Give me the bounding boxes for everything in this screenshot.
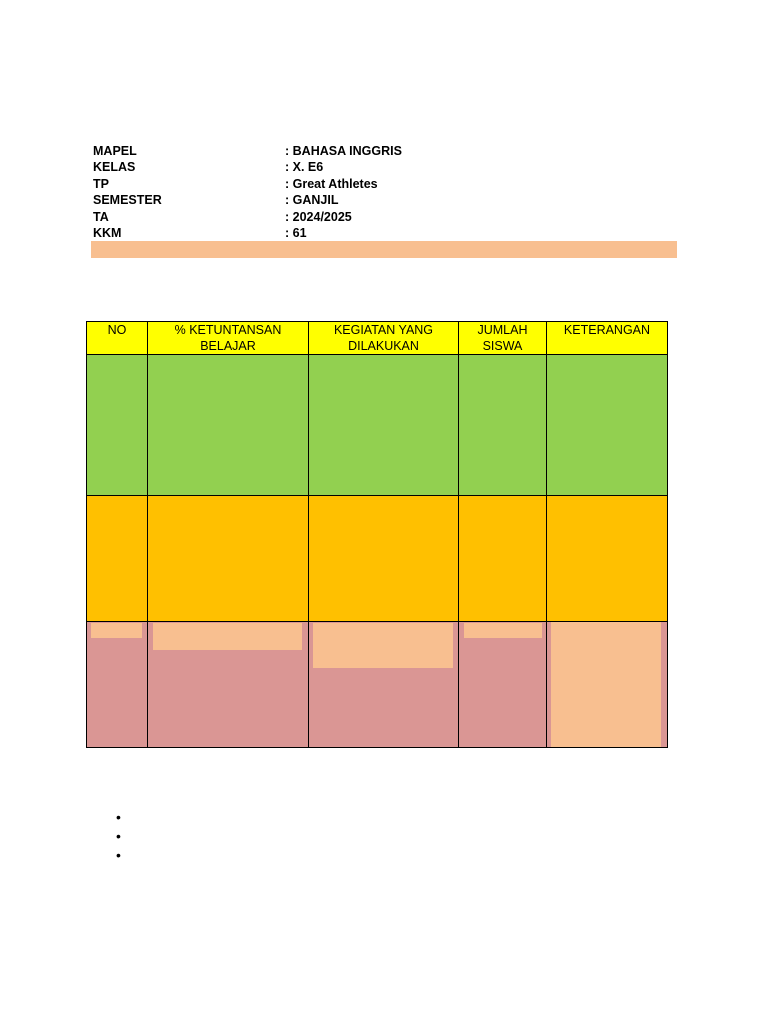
highlight-patch — [551, 622, 661, 747]
info-row-semester — [93, 192, 402, 208]
info-value: : X. E6 — [285, 160, 324, 175]
table-cell — [459, 622, 547, 748]
table-cell — [309, 496, 459, 622]
table-cell — [87, 622, 148, 748]
info-value: : 2024/2025 — [285, 209, 352, 224]
highlight-patch — [153, 623, 302, 650]
bullet-list — [116, 808, 128, 865]
table-cell — [309, 622, 459, 748]
table-row — [87, 496, 668, 622]
highlight-patch — [313, 623, 453, 668]
header-jumlah-siswa: JUMLAH SISWA — [459, 322, 547, 355]
info-label: TA — [93, 209, 109, 224]
highlight-patch — [91, 623, 142, 638]
info-label: MAPEL — [93, 144, 137, 158]
table-cell — [309, 355, 459, 496]
info-value: : 61 — [285, 225, 307, 240]
info-row-tp — [93, 176, 402, 192]
table-cell — [459, 496, 547, 622]
mastery-table — [86, 321, 668, 748]
table-cell — [547, 496, 668, 622]
header-ketuntasan: % KETUNTANSAN BELAJAR — [148, 322, 309, 355]
info-value: : GANJIL — [285, 193, 339, 208]
table-cell — [87, 355, 148, 496]
info-value: : BAHASA INGGRIS — [285, 144, 402, 158]
highlight-band — [91, 241, 677, 258]
table-cell — [148, 622, 309, 748]
table-cell — [87, 496, 148, 622]
highlight-patch — [464, 623, 542, 638]
info-label: KELAS — [93, 160, 136, 175]
bullet-item — [116, 808, 128, 827]
table-cell — [459, 355, 547, 496]
bullet-item — [116, 827, 128, 846]
header-kegiatan: KEGIATAN YANG DILAKUKAN — [309, 322, 459, 355]
info-row-ta — [93, 209, 402, 225]
info-block — [93, 143, 402, 241]
header-keterangan: KETERANGAN — [547, 322, 668, 355]
info-value: : Great Athletes — [285, 176, 378, 191]
table-row — [87, 622, 668, 748]
table-row — [87, 355, 668, 496]
info-row-kkm — [93, 225, 402, 241]
info-row-mapel — [93, 143, 402, 159]
header-no: NO — [87, 322, 148, 355]
info-label: KKM — [93, 225, 122, 240]
table-cell — [148, 355, 309, 496]
info-row-kelas — [93, 159, 402, 175]
info-label: TP — [93, 176, 109, 191]
table-cell — [148, 496, 309, 622]
table-header-row — [87, 322, 668, 355]
table-cell — [547, 622, 668, 748]
table-cell — [547, 355, 668, 496]
info-label: SEMESTER — [93, 193, 162, 208]
bullet-item — [116, 846, 128, 865]
